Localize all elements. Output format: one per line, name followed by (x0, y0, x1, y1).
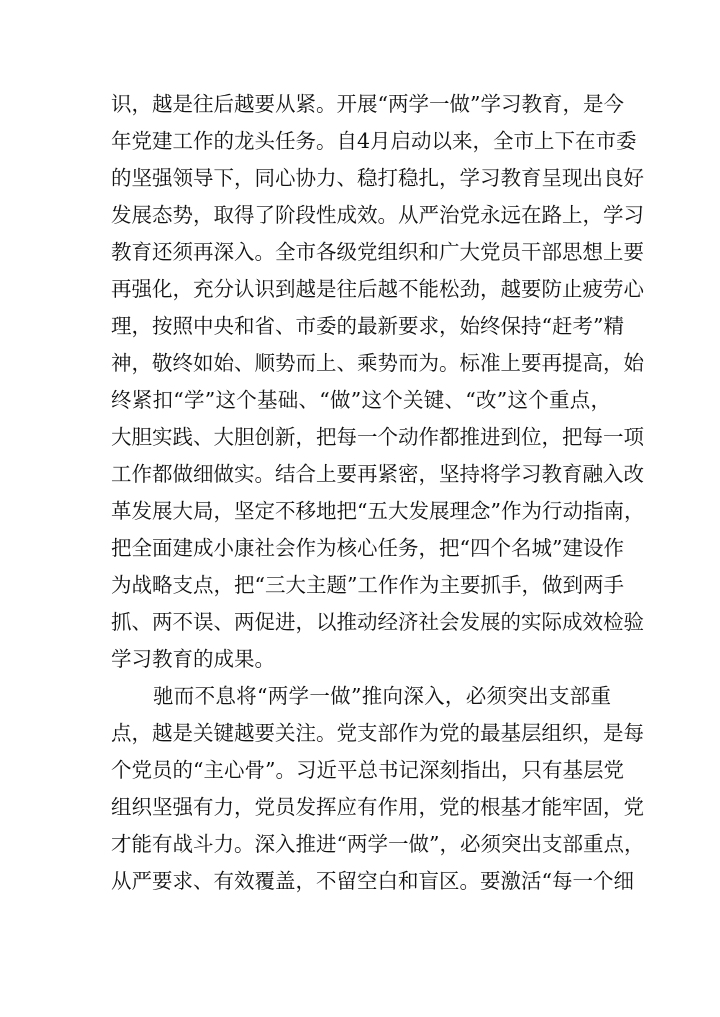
text-line: 的坚强领导下，同心协力、稳打稳扎，学习教育呈现出良好 (111, 166, 644, 190)
paragraph-2 (111, 678, 645, 900)
text-line: 工作都做细做实。结合上要再紧密，坚持将学习教育融入改 (111, 462, 644, 486)
text-line: 年党建工作的龙头任务。自4月启动以来，全市上下在市委 (111, 129, 637, 153)
text-line: 大胆实践、大胆创新，把每一个动作都推进到位，把每一项 (111, 425, 644, 449)
text-line: 学习教育的成果。 (111, 647, 275, 671)
text-line: 理，按照中央和省、市委的最新要求，始终保持“赶考”精 (111, 314, 624, 338)
text-line: 发展态势，取得了阶段性成效。从严治党永远在路上，学习 (111, 203, 644, 227)
text-line: 组织坚强有力，党员发挥应有作用，党的根基才能牢固，党 (111, 795, 644, 819)
text-line: 抓、两不误、两促进，以推动经济社会发展的实际成效检验 (111, 610, 644, 634)
text-line: 驰而不息将“两学一做”推向深入，必须突出支部重 (153, 684, 611, 708)
text-line: 再强化，充分认识到越是往后越不能松劲，越要防止疲劳心 (111, 277, 644, 301)
text-line: 把全面建成小康社会作为核心任务，把“四个名城”建设作 (111, 536, 624, 560)
paragraph-1 (111, 86, 645, 678)
text-line: 终紧扣“学”这个基础、“做”这个关键、“改”这个重点， (111, 388, 611, 412)
text-line: 个党员的“主心骨”。习近平总书记深刻指出，只有基层党 (111, 758, 624, 782)
text-line: 神，敬终如始、顺势而上、乘势而为。标准上要再提高，始 (111, 351, 644, 375)
text-line: 点，越是关键越要关注。党支部作为党的最基层组织，是每 (111, 721, 644, 745)
text-line: 革发展大局，坚定不移地把“五大发展理念”作为行动指南， (111, 499, 645, 523)
text-line: 为战略支点，把“三大主题”工作作为主要抓手，做到两手 (111, 573, 624, 597)
text-line: 才能有战斗力。深入推进“两学一做”，必须突出支部重点， (111, 832, 645, 856)
text-line: 识，越是往后越要从紧。开展“两学一做”学习教育，是今 (111, 92, 624, 116)
text-line: 教育还须再深入。全市各级党组织和广大党员干部思想上要 (111, 240, 644, 264)
text-line: 从严要求、有效覆盖，不留空白和盲区。要激活“每一个细 (111, 869, 634, 893)
